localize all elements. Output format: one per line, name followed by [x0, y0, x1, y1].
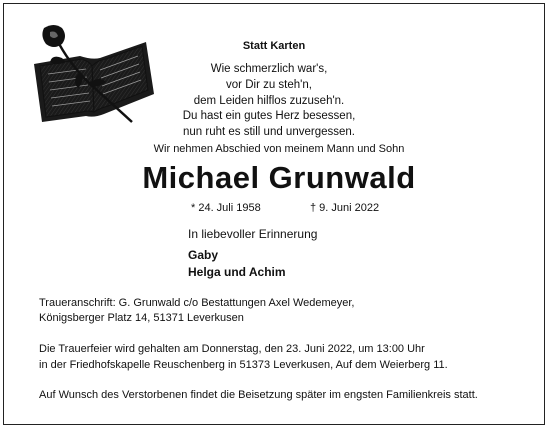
funeral-info-line: Die Trauerfeier wird gehalten am Donnerstag, den 23. Juni 2022, um 13:00 Uhr	[39, 343, 425, 355]
open-book-with-rose-icon	[28, 22, 158, 132]
poem-line: Du hast ein gutes Herz besessen,	[182, 110, 356, 123]
birth-date: * 24. Juli 1958	[191, 202, 261, 214]
poem-line: vor Dir zu steh'n,	[226, 78, 312, 91]
mourning-address-line: Königsberger Platz 14, 51371 Leverkusen	[39, 312, 244, 324]
memory-intro: In liebevoller Erinnerung	[188, 227, 318, 241]
death-date: † 9. Juni 2022	[310, 202, 380, 214]
burial-note: Auf Wunsch des Verstorbenen findet die Beisetzung später im engsten Familienkreis statt.	[39, 389, 478, 401]
poem	[183, 62, 356, 141]
obituary-card	[3, 3, 545, 425]
poem-line: Wie schmerzlich war's,	[210, 63, 328, 75]
header-title: Statt Karten	[242, 40, 306, 52]
mourner-name: Helga und Achim	[188, 265, 286, 279]
farewell-text: Wir nehmen Abschied von meinem Mann und Sohn	[153, 143, 405, 155]
deceased-name: Michael Grunwald	[142, 160, 416, 195]
poem-line: dem Leiden hilflos zuzuseh'n.	[193, 94, 345, 107]
poem-line: nun ruht es still und unvergessen.	[183, 126, 355, 139]
funeral-info-line: in der Friedhofskapelle Reuschenberg in 51373 Leverkusen, Auf dem Weierberg 11.	[39, 359, 448, 371]
mourner-name: Gaby	[188, 248, 219, 262]
mourning-address-line: Traueranschrift: G. Grunwald c/o Bestattungen Axel Wedemeyer,	[39, 297, 355, 309]
